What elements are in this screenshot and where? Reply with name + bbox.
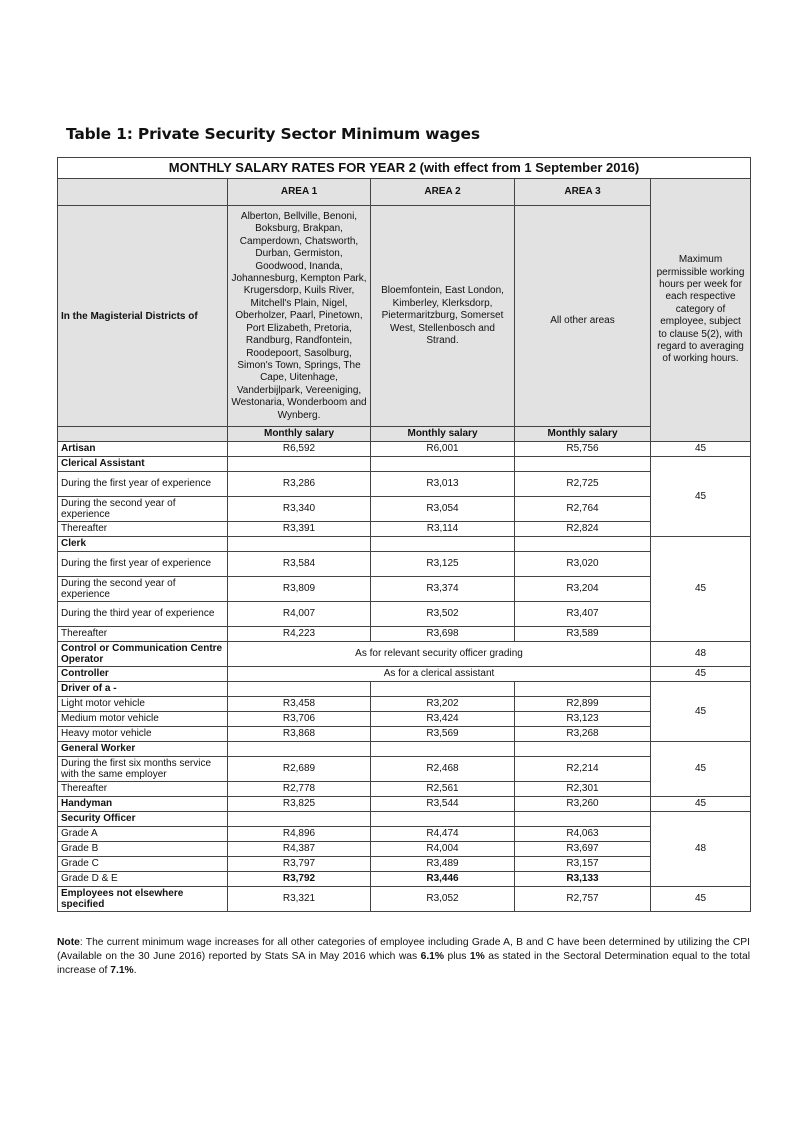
area3-header: AREA 3 [515, 179, 651, 206]
cell-area1: R3,458 [228, 697, 371, 712]
cell-area2: R3,698 [371, 627, 515, 642]
table-row [58, 577, 751, 602]
table-row [58, 842, 751, 857]
row-label: Artisan [58, 442, 228, 457]
cell-area3: R5,756 [515, 442, 651, 457]
row-label: Grade D & E [58, 872, 228, 887]
table-row [58, 757, 751, 782]
cell-area3: R3,123 [515, 712, 651, 727]
note-text-3: as stated in the Sectoral Determination equal to the total increase of [57, 951, 750, 976]
table-row [58, 602, 751, 627]
cell-area2: R2,468 [371, 757, 515, 782]
note-pct-cpi: 6.1% [420, 951, 445, 962]
cell-area2: R3,424 [371, 712, 515, 727]
cell-area2: R3,054 [371, 497, 515, 522]
cell-area3: R3,204 [515, 577, 651, 602]
table-row [58, 727, 751, 742]
districts-label: In the Magisterial Districts of [58, 206, 228, 427]
note-text-4: . [133, 965, 137, 976]
row-label: During the first year of experience [58, 472, 228, 497]
section-label: Security Officer [58, 812, 228, 827]
section-label: Clerk [58, 537, 228, 552]
cell-area3: R2,757 [515, 887, 651, 912]
row-label: Control or Communication Centre Operator [58, 642, 228, 667]
section-label: General Worker [58, 742, 228, 757]
cell-hours: 45 [651, 457, 751, 537]
cell-area3: R2,725 [515, 472, 651, 497]
cell-area2: R6,001 [371, 442, 515, 457]
row-label: Thereafter [58, 627, 228, 642]
cell-area2: R3,013 [371, 472, 515, 497]
cell-area2: R3,125 [371, 552, 515, 577]
cell-area1: R2,689 [228, 757, 371, 782]
row-label: Grade A [58, 827, 228, 842]
cell-merged: As for a clerical assistant [228, 667, 651, 682]
area3-monthly-salary: Monthly salary [515, 427, 651, 442]
cell-area1: R3,792 [228, 872, 371, 887]
cell-area3: R3,157 [515, 857, 651, 872]
row-label: Heavy motor vehicle [58, 727, 228, 742]
cell-hours: 45 [651, 682, 751, 742]
cell-area2: R3,202 [371, 697, 515, 712]
cell-area3: R3,697 [515, 842, 651, 857]
table-row [58, 442, 751, 457]
cell-area1: R4,896 [228, 827, 371, 842]
table-row [58, 457, 751, 472]
cell-hours: 48 [651, 812, 751, 887]
row-label: During the second year of experience [58, 497, 228, 522]
area1-monthly-salary: Monthly salary [228, 427, 371, 442]
cell-area3: R2,824 [515, 522, 651, 537]
cell-area2: R3,544 [371, 797, 515, 812]
row-label: Grade C [58, 857, 228, 872]
row-label: Handyman [58, 797, 228, 812]
cell-area2: R3,114 [371, 522, 515, 537]
cell-area1: R3,391 [228, 522, 371, 537]
cell-area1: R6,592 [228, 442, 371, 457]
table-row [58, 472, 751, 497]
note-text-2: plus [444, 951, 470, 962]
cell-hours: 45 [651, 667, 751, 682]
table-row [58, 712, 751, 727]
cell-area1: R4,007 [228, 602, 371, 627]
cell-area3: R3,407 [515, 602, 651, 627]
wage-table [57, 157, 751, 912]
cell-hours: 48 [651, 642, 751, 667]
cell-area3: R3,133 [515, 872, 651, 887]
area3-districts: All other areas [515, 206, 651, 427]
note-pct-total: 7.1% [110, 965, 134, 976]
table-row [58, 667, 751, 682]
row-label: Thereafter [58, 522, 228, 537]
cell-area1: R3,584 [228, 552, 371, 577]
area2-districts: Bloemfontein, East London, Kimberley, Klerksdorp, Pietermaritzburg, Somerset West, Stellenbosch and Strand. [371, 206, 515, 427]
cell-area1: R3,797 [228, 857, 371, 872]
area1-districts: Alberton, Bellville, Benoni, Boksburg, Brakpan, Camperdown, Chatsworth, Durban, Germiston, Goodwood, Inanda, Johannesburg, Kempton Park, Krugersdorp, Kuils River, Mitchell's Plain, Nigel, Oberholzer, Paarl, Pinetown, Port Elizabeth, Pretoria, Randburg, Randfontein, Roodepoort, Sasolburg, Simon's Town, Springs, The Cape, Uitenhage, Vanderbijlpark, Vereeniging, Westonaria, Wonderboom and Wynberg. [228, 206, 371, 427]
cell-area2: R3,446 [371, 872, 515, 887]
cell-area2: R3,374 [371, 577, 515, 602]
table-caption: MONTHLY SALARY RATES FOR YEAR 2 (with effect from 1 September 2016) [58, 158, 751, 179]
table-row [58, 642, 751, 667]
cell-area3: R2,214 [515, 757, 651, 782]
cell-area1: R3,321 [228, 887, 371, 912]
row-label: During the first year of experience [58, 552, 228, 577]
table-row [58, 552, 751, 577]
area2-monthly-salary: Monthly salary [371, 427, 515, 442]
row-label: During the second year of experience [58, 577, 228, 602]
row-label: Employees not elsewhere specified [58, 887, 228, 912]
row-label: Medium motor vehicle [58, 712, 228, 727]
row-label: Light motor vehicle [58, 697, 228, 712]
cell-area2: R3,502 [371, 602, 515, 627]
cell-area2: R4,004 [371, 842, 515, 857]
cell-area2: R3,052 [371, 887, 515, 912]
table-row [58, 627, 751, 642]
cell-hours: 45 [651, 742, 751, 797]
cell-hours: 45 [651, 537, 751, 642]
section-label: Clerical Assistant [58, 457, 228, 472]
table-row [58, 887, 751, 912]
area1-header: AREA 1 [228, 179, 371, 206]
area2-header: AREA 2 [371, 179, 515, 206]
cell-area2: R4,474 [371, 827, 515, 842]
table-row [58, 857, 751, 872]
cell-hours: 45 [651, 442, 751, 457]
table-row [58, 697, 751, 712]
cell-area1: R3,340 [228, 497, 371, 522]
cell-area1: R4,223 [228, 627, 371, 642]
cell-area1: R2,778 [228, 782, 371, 797]
table-row [58, 782, 751, 797]
cell-area1: R3,809 [228, 577, 371, 602]
table-row [58, 522, 751, 537]
footnote [57, 936, 750, 978]
document-title: Table 1: Private Security Sector Minimum wages [66, 125, 480, 143]
table-row [58, 797, 751, 812]
note-text-1: : The current minimum wage increases for all other categories of employee including Grade A, B and C have been determined by utilizing the CPI (Available on the 30 June 2016) reported by Stats SA in May 2016 which was [57, 937, 750, 962]
cell-area2: R3,489 [371, 857, 515, 872]
cell-area3: R3,589 [515, 627, 651, 642]
row-label: Grade B [58, 842, 228, 857]
cell-area1: R3,286 [228, 472, 371, 497]
cell-area3: R3,260 [515, 797, 651, 812]
cell-area2: R3,569 [371, 727, 515, 742]
note-label: Note [57, 937, 80, 948]
cell-area3: R2,764 [515, 497, 651, 522]
table-row [58, 742, 751, 757]
table-row [58, 872, 751, 887]
cell-merged: As for relevant security officer grading [228, 642, 651, 667]
cell-area1: R3,825 [228, 797, 371, 812]
cell-area2: R2,561 [371, 782, 515, 797]
table-row [58, 827, 751, 842]
note-pct-plus: 1% [469, 951, 485, 962]
row-label: During the first six months service with the same employer [58, 757, 228, 782]
table-row [58, 497, 751, 522]
hours-header: Maximum permissible working hours per week for each respective category of employee, subject to clause 5(2), with regard to averaging of working hours. [651, 179, 751, 442]
cell-area3: R3,268 [515, 727, 651, 742]
cell-area1: R3,868 [228, 727, 371, 742]
cell-area3: R3,020 [515, 552, 651, 577]
table-row [58, 537, 751, 552]
cell-area3: R2,899 [515, 697, 651, 712]
table-row [58, 812, 751, 827]
cell-area1: R3,706 [228, 712, 371, 727]
row-label: Thereafter [58, 782, 228, 797]
cell-hours: 45 [651, 887, 751, 912]
cell-area3: R4,063 [515, 827, 651, 842]
table-row [58, 682, 751, 697]
section-label: Driver of a - [58, 682, 228, 697]
row-label: Controller [58, 667, 228, 682]
cell-hours: 45 [651, 797, 751, 812]
cell-area3: R2,301 [515, 782, 651, 797]
cell-area1: R4,387 [228, 842, 371, 857]
row-label: During the third year of experience [58, 602, 228, 627]
